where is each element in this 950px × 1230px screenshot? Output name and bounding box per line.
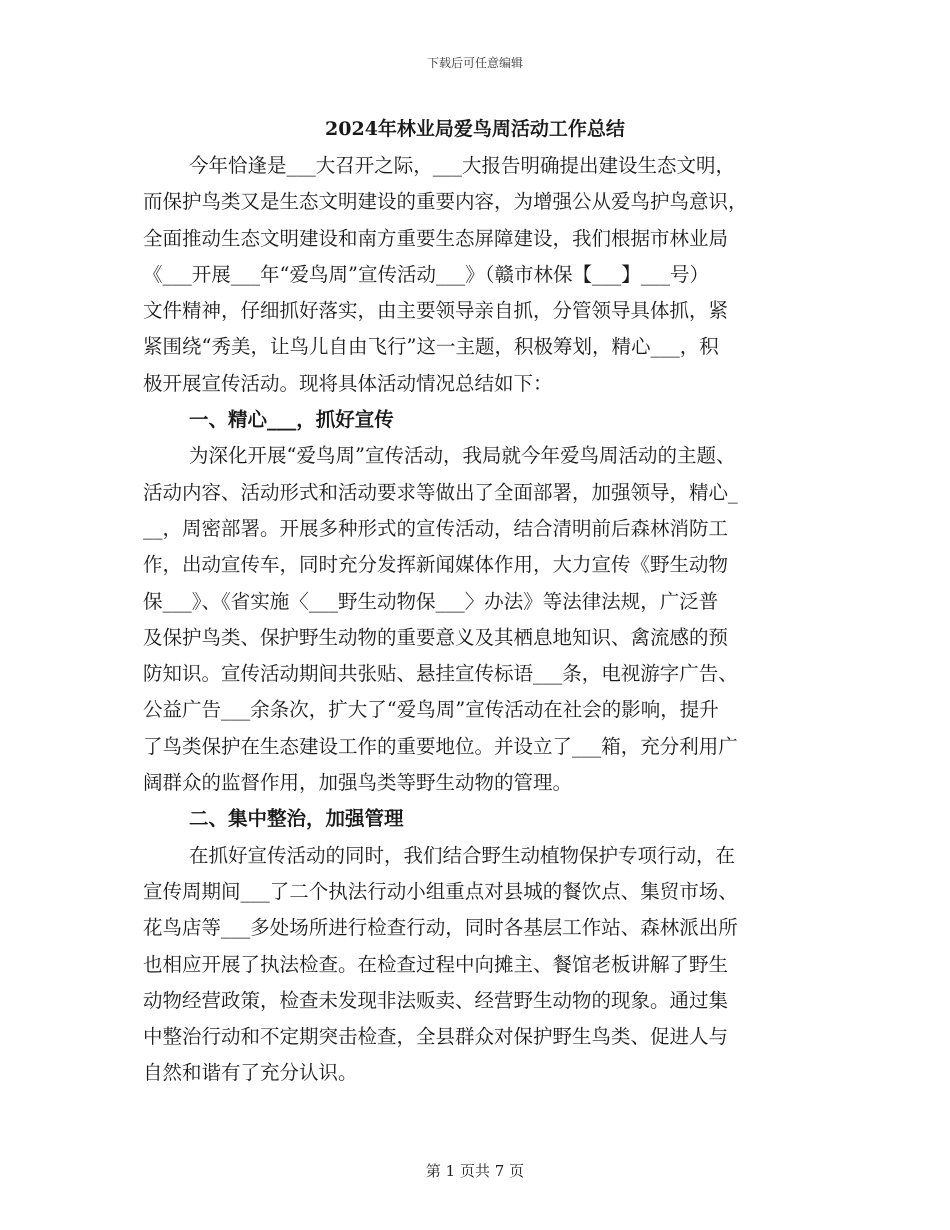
paragraph-line: 及保护鸟类、保护野生动物的重要意义及其栖息地知识、禽流感的预 — [143, 625, 729, 649]
paragraph-line: 中整治行动和不定期突击检查，全县群众对保护野生鸟类、促进人与 — [143, 1025, 729, 1049]
paragraph-line: 紧围绕“秀美，让鸟儿自由飞行”这一主题，积极筹划，精心___，积 — [143, 335, 719, 359]
paragraph-line: 也相应开展了执法检查。在检查过程中向摊主、餐馆老板讲解了野生 — [143, 952, 729, 976]
paragraph-line: 了鸟类保护在生态建设工作的重要地位。并设立了___箱，充分利用广 — [143, 734, 738, 758]
section-heading-1: 一、精心___，抓好宣传 — [189, 408, 394, 432]
document-body — [143, 148, 809, 1092]
paragraph-line: 自然和谐有了充分认识。 — [143, 1061, 358, 1085]
page-footer: 第 1 页共 7 页 — [425, 1162, 525, 1180]
paragraph-line: __，周密部署。开展多种形式的宣传活动，结合清明前后森林消防工 — [143, 516, 729, 540]
paragraph-line: 而保护鸟类又是生态文明建设的重要内容，为增强公从爱鸟护鸟意识， — [143, 190, 748, 214]
paragraph-line: 公益广告___余条次，扩大了“爱鸟周”宣传活动在社会的影响，提升 — [143, 698, 719, 722]
document-title: 2024年林业局爱鸟周活动工作总结 — [325, 118, 625, 140]
section-heading-2: 二、集中整治，加强管理 — [189, 807, 404, 831]
paragraph-line: 极开展宣传活动。现将具体活动情况总结如下： — [143, 371, 553, 395]
paragraph-line: 全面推动生态文明建设和南方重要生态屏障建设，我们根据市林业局 — [143, 226, 729, 250]
paragraph-line: 文件精神，仔细抓好落实，由主要领导亲自抓，分管领导具体抓，紧 — [143, 299, 729, 323]
paragraph-line: 活动内容、活动形式和活动要求等做出了全面部署，加强领导，精心_ — [143, 480, 738, 504]
paragraph-line: 为深化开展“爱鸟周”宣传活动，我局就今年爱鸟周活动的主题、 — [189, 444, 736, 468]
paragraph-line: 防知识。宣传活动期间共张贴、悬挂宣传标语___条，电视游字广告、 — [143, 662, 738, 686]
paragraph-line: 阔群众的监督作用，加强鸟类等野生动物的管理。 — [143, 771, 573, 795]
paragraph-line: 《___开展___年“爱鸟周”宣传活动___》（赣市林保【___】___号） — [143, 262, 709, 286]
paragraph-line: 动物经营政策，检查未发现非法贩卖、经营野生动物的现象。通过集 — [143, 988, 729, 1012]
paragraph-line: 保___》、《省实施〈___野生动物保___〉办法》等法律法规，广泛普 — [143, 589, 719, 613]
page-header: 下载后可任意编辑 — [426, 56, 523, 70]
paragraph-line: 在抓好宣传活动的同时，我们结合野生动植物保护专项行动，在 — [189, 843, 736, 867]
paragraph-line: 今年恰逢是___大召开之际，___大报告明确提出建设生态文明， — [189, 154, 736, 177]
paragraph-line: 花鸟店等___多处场所进行检查行动，同时各基层工作站、森林派出所 — [143, 916, 738, 940]
paragraph-line: 作，出动宣传车，同时充分发挥新闻媒体作用，大力宣传《野生动物 — [143, 553, 729, 577]
paragraph-line: 宣传周期间___了二个执法行动小组重点对县城的餐饮点、集贸市场、 — [143, 879, 738, 903]
